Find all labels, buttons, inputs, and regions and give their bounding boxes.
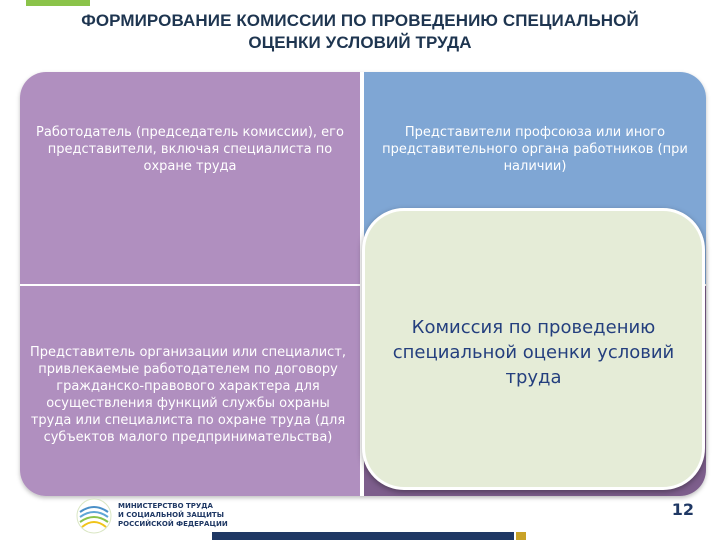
commission-box — [362, 208, 705, 490]
page-number: 12 — [671, 500, 694, 519]
footer-accent — [516, 532, 526, 540]
slide-title-line2: ОЦЕНКИ УСЛОВИЙ ТРУДА — [248, 33, 472, 52]
ministry-logo-line1: МИНИСТЕРСТВО ТРУДА — [118, 502, 213, 510]
slide-title-line1: ФОРМИРОВАНИЕ КОМИССИИ ПО ПРОВЕДЕНИЮ СПЕЦИАЛЬНОЙ — [81, 11, 639, 30]
slide-title — [20, 10, 700, 54]
ministry-logo-line2: И СОЦИАЛЬНОЙ ЗАЩИТЫ — [118, 511, 224, 519]
top-accent-bar — [26, 0, 90, 6]
quadrant-employer — [20, 72, 360, 284]
quadrant-employer-text: Работодатель (председатель комиссии), его представители, включая специалиста по охране труда — [36, 125, 344, 174]
quadrant-contractor-text: Представитель организации или специалист, привлекаемые работодателем по договору гражданско-правового характера для осуществления функций службы охраны труда или специалиста по охране труда (для субъектов малого предпринимательства) — [29, 345, 347, 445]
quadrant-union-text: Представители профсоюза или иного представительного органа работников (при наличии) — [382, 125, 688, 174]
commission-text: Комиссия по проведению специальной оценки условий труда — [392, 317, 675, 388]
ministry-logo-text — [118, 502, 238, 529]
footer-bar — [212, 532, 514, 540]
ministry-logo-line3: РОССИЙСКОЙ ФЕДЕРАЦИИ — [118, 520, 228, 528]
quadrant-contractor — [20, 286, 360, 496]
ministry-logo-icon — [76, 498, 112, 534]
